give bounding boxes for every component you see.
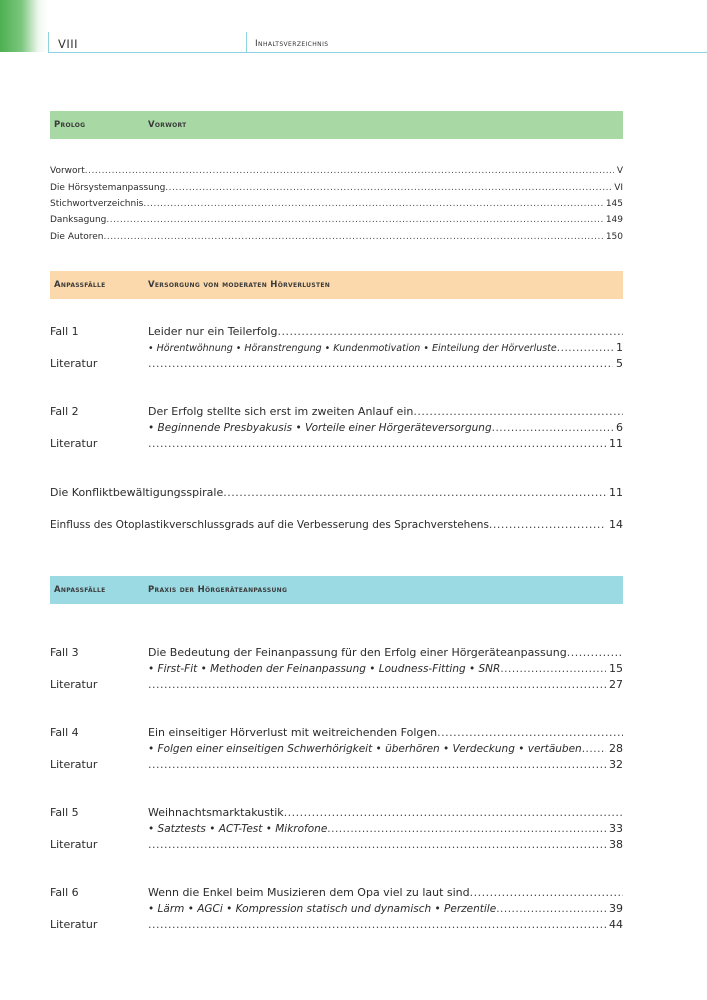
case-page: 15 [609, 662, 623, 675]
toc-entry[interactable] [50, 232, 623, 245]
literature-page: 32 [609, 758, 623, 771]
toc-entry-title: Die Autoren [50, 232, 104, 242]
case-title: Weihnachtsmarktakustik [148, 806, 284, 819]
case-keywords-text: • First-Fit • Methoden der Feinanpassung • Loudness-Fitting • SNR [148, 663, 501, 675]
toc-entry-title: Stichwortverzeichnis [50, 199, 144, 209]
section2-band [50, 576, 623, 604]
literature-entry[interactable] [50, 678, 623, 693]
corner-accent [0, 0, 48, 52]
toc-entry-page: 150 [605, 232, 623, 242]
case-keywords[interactable] [50, 902, 623, 917]
case-keywords-text: • Satztests • ACT-Test • Mikrofone [148, 823, 328, 835]
literature-label: Literatur [50, 678, 98, 691]
literature-page: 5 [616, 357, 623, 370]
case-entry[interactable] [50, 646, 623, 661]
toc-entry-page: 14 [609, 518, 623, 531]
toc-entry-title: Die Konfliktbewältigungsspirale [50, 486, 224, 499]
literature-page: 38 [609, 838, 623, 851]
toc-entry-page: 11 [609, 486, 623, 499]
case-page: 1 [616, 341, 623, 354]
case-page: 28 [609, 742, 623, 755]
toc-entry-page: 145 [605, 199, 623, 209]
case-keywords[interactable] [50, 421, 623, 436]
toc-entry-title: Vorwort [50, 166, 85, 176]
case-page: 33 [609, 822, 623, 835]
case-page: 39 [609, 902, 623, 915]
section1-band [50, 271, 623, 299]
section2-band-label: Anpassfälle [54, 585, 106, 595]
prolog-band-title: Vorwort [148, 120, 187, 130]
case-title: Wenn die Enkel beim Musizieren dem Opa viel zu laut sind [148, 886, 470, 899]
literature-entry[interactable] [50, 838, 623, 853]
literature-label: Literatur [50, 437, 98, 450]
toc-entry-page: VI [614, 183, 623, 193]
literature-page: 44 [609, 918, 623, 931]
section1-band-title: Versorgung von moderaten Hörverlusten [148, 280, 331, 290]
toc-entry[interactable] [50, 183, 623, 196]
literature-label: Literatur [50, 918, 98, 931]
case-entry[interactable] [50, 806, 623, 821]
case-label: Fall 5 [50, 806, 79, 819]
case-keywords[interactable] [50, 662, 623, 677]
literature-page: 11 [609, 437, 623, 450]
section2-band-title: Praxis der Hörgeräteanpassung [148, 585, 288, 595]
case-keywords-text: • Beginnende Presbyakusis • Vorteile einer Hörgeräteversorgung [148, 422, 492, 434]
toc-entry-title: Einfluss des Otoplastikverschlussgrads auf die Verbesserung des Sprachverstehens [50, 519, 489, 531]
case-label: Fall 2 [50, 405, 79, 418]
case-title: Die Bedeutung der Feinanpassung für den Erfolg einer Hörgeräteanpassung [148, 646, 567, 659]
case-title: Der Erfolg stellte sich erst im zweiten Anlauf ein [148, 405, 414, 418]
section1-band-label: Anpassfälle [54, 280, 106, 290]
prolog-band-label: Prolog [54, 120, 86, 130]
literature-page: 27 [609, 678, 623, 691]
toc-entry-title: Die Hörsystemanpassung [50, 183, 166, 193]
case-label: Fall 4 [50, 726, 79, 739]
literature-label: Literatur [50, 758, 98, 771]
case-entry[interactable] [50, 726, 623, 741]
literature-entry[interactable] [50, 357, 623, 372]
literature-label: Literatur [50, 838, 98, 851]
toc-entry[interactable] [50, 215, 623, 228]
case-keywords-text: • Folgen einer einseitigen Schwerhörigkeit • überhören • Verdeckung • vertäuben [148, 743, 582, 755]
toc-entry[interactable] [50, 166, 623, 179]
literature-label: Literatur [50, 357, 98, 370]
case-keywords-text: • Hörentwöhnung • Höranstrengung • Kundenmotivation • Einteilung der Hörverluste [148, 343, 557, 354]
case-keywords-text: • Lärm • AGCi • Kompression statisch und dynamisch • Perzentile [148, 903, 497, 915]
case-keywords[interactable] [50, 742, 623, 757]
running-header-title: Inhaltsverzeichnis [255, 39, 329, 49]
toc-entry-page: V [616, 166, 623, 176]
prolog-band [50, 111, 623, 139]
page-number: VIII [58, 37, 79, 51]
case-label: Fall 1 [50, 325, 79, 338]
case-entry[interactable] [50, 405, 623, 420]
case-keywords[interactable] [50, 341, 623, 356]
literature-entry[interactable] [50, 437, 623, 452]
header-divider-left [48, 32, 49, 53]
case-title: Leider nur ein Teilerfolg [148, 325, 278, 338]
literature-entry[interactable] [50, 918, 623, 933]
case-page: 6 [616, 421, 623, 434]
header-divider-mid [246, 32, 247, 53]
toc-entry-page: 149 [605, 215, 623, 225]
toc-entry-title: Danksagung [50, 215, 107, 225]
header-rule [48, 52, 707, 53]
case-keywords[interactable] [50, 822, 623, 837]
toc-entry[interactable] [50, 486, 623, 501]
case-label: Fall 3 [50, 646, 79, 659]
case-label: Fall 6 [50, 886, 79, 899]
literature-entry[interactable] [50, 758, 623, 773]
case-title: Ein einseitiger Hörverlust mit weitreichenden Folgen [148, 726, 438, 739]
toc-entry[interactable] [50, 518, 623, 533]
case-entry[interactable] [50, 325, 623, 340]
toc-entry[interactable] [50, 199, 623, 212]
case-entry[interactable] [50, 886, 623, 901]
